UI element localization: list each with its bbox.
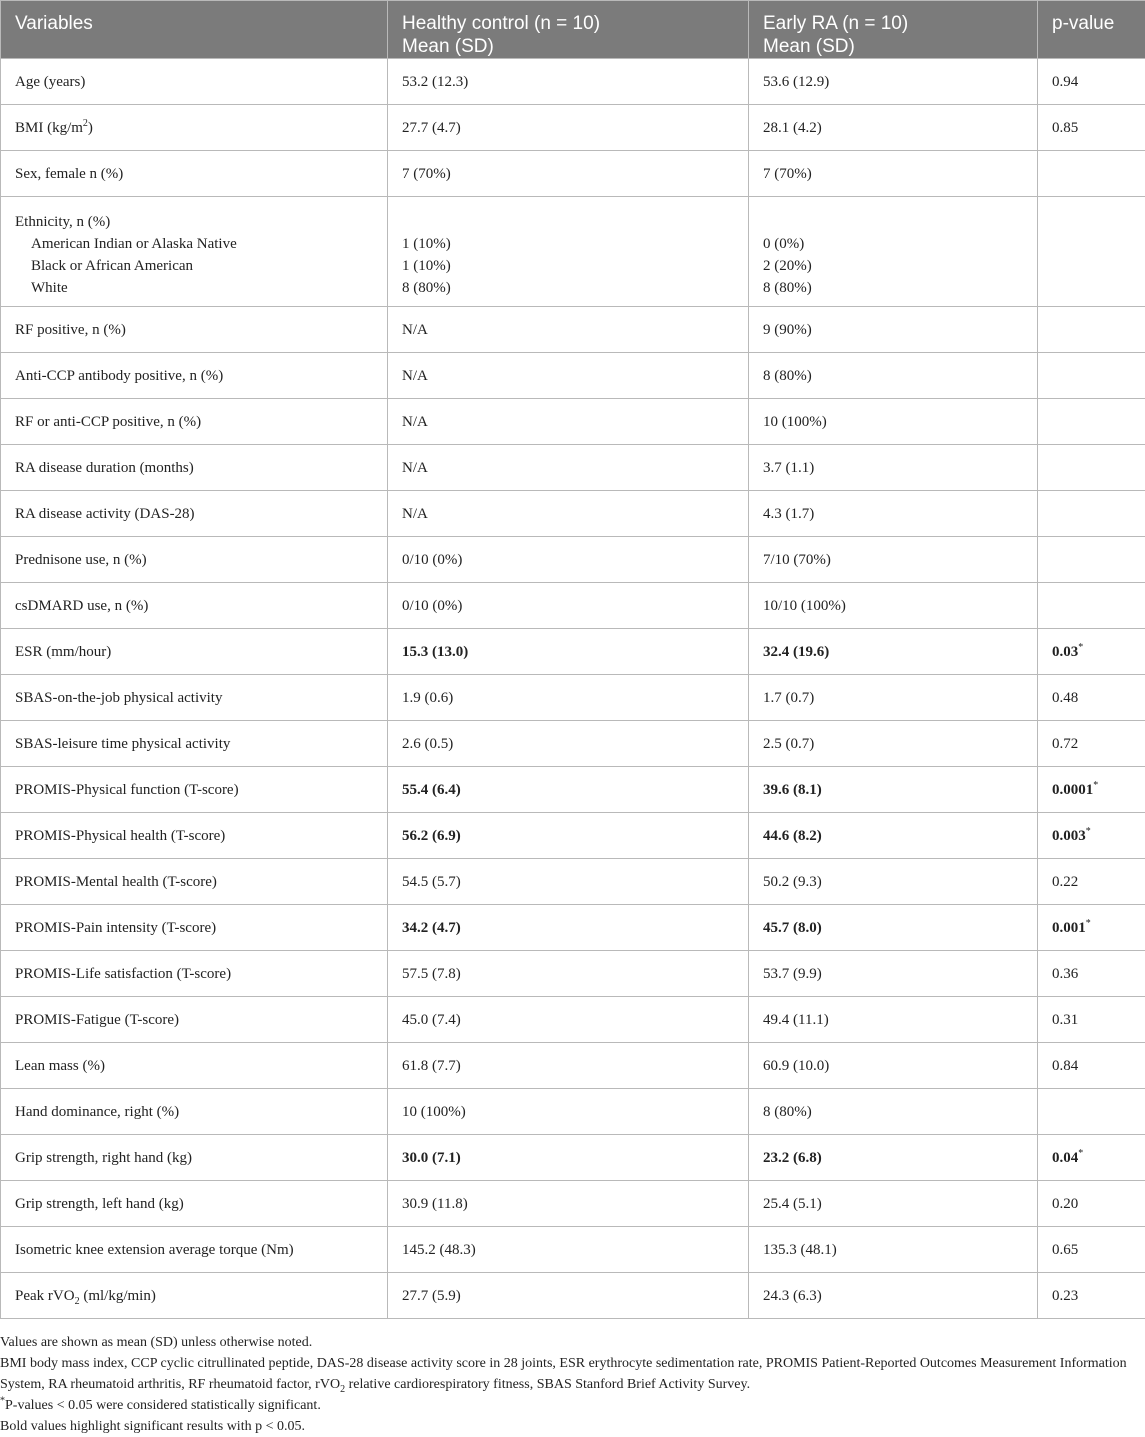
p-value: 0.0001* [1038, 767, 1145, 813]
significance-mark: * [1086, 826, 1091, 837]
p-value [1038, 353, 1145, 399]
table-row [1, 629, 1145, 675]
table-row [1, 1135, 1145, 1181]
healthy-value: 1 (10%) 1 (10%) 8 (80%) [388, 197, 749, 307]
table-row [1, 1181, 1145, 1227]
ra-value: 7 (70%) [749, 151, 1038, 197]
row-label: csDMARD use, n (%) [1, 583, 388, 629]
row-label: PROMIS-Physical health (T-score) [1, 813, 388, 859]
healthy-value: 30.0 (7.1) [388, 1135, 749, 1181]
ra-value: 8 (80%) [749, 1089, 1038, 1135]
p-value [1038, 537, 1145, 583]
p-value: 0.20 [1038, 1181, 1145, 1227]
ra-value: 28.1 (4.2) [749, 105, 1038, 151]
p-value [1038, 1089, 1145, 1135]
ra-value: 135.3 (48.1) [749, 1227, 1038, 1273]
row-label: Hand dominance, right (%) [1, 1089, 388, 1135]
healthy-value: N/A [388, 445, 749, 491]
row-label: PROMIS-Life satisfaction (T-score) [1, 951, 388, 997]
p-value [1038, 583, 1145, 629]
p-value: 0.85 [1038, 105, 1145, 151]
ra-value: 32.4 (19.6) [749, 629, 1038, 675]
row-label: Grip strength, left hand (kg) [1, 1181, 388, 1227]
healthy-value: 27.7 (5.9) [388, 1273, 749, 1319]
healthy-value: 7 (70%) [388, 151, 749, 197]
healthy-value: 0/10 (0%) [388, 583, 749, 629]
ra-value: 3.7 (1.1) [749, 445, 1038, 491]
p-value: 0.94 [1038, 59, 1145, 105]
healthy-value: 10 (100%) [388, 1089, 749, 1135]
healthy-value: N/A [388, 399, 749, 445]
p-value [1038, 307, 1145, 353]
header-pvalue: p-value [1038, 1, 1145, 59]
healthy-value: 55.4 (6.4) [388, 767, 749, 813]
row-label: Anti-CCP antibody positive, n (%) [1, 353, 388, 399]
ra-value: 53.6 (12.9) [749, 59, 1038, 105]
ra-value: 10 (100%) [749, 399, 1038, 445]
p-value [1038, 399, 1145, 445]
healthy-value: N/A [388, 353, 749, 399]
p-value: 0.72 [1038, 721, 1145, 767]
header-row [1, 1, 1145, 59]
p-value [1038, 445, 1145, 491]
row-label: RA disease activity (DAS-28) [1, 491, 388, 537]
p-value: 0.48 [1038, 675, 1145, 721]
row-label: Prednisone use, n (%) [1, 537, 388, 583]
ra-value: 10/10 (100%) [749, 583, 1038, 629]
table-row [1, 151, 1145, 197]
table-row [1, 997, 1145, 1043]
p-value: 0.03* [1038, 629, 1145, 675]
ra-value: 0 (0%) 2 (20%) 8 (80%) [749, 197, 1038, 307]
table-row [1, 105, 1145, 151]
ra-value: 44.6 (8.2) [749, 813, 1038, 859]
healthy-value: 2.6 (0.5) [388, 721, 749, 767]
healthy-value: 56.2 (6.9) [388, 813, 749, 859]
row-label: RF positive, n (%) [1, 307, 388, 353]
significance-mark: * [1078, 1148, 1083, 1159]
row-label: PROMIS-Physical function (T-score) [1, 767, 388, 813]
p-value [1038, 491, 1145, 537]
p-value: 0.003* [1038, 813, 1145, 859]
healthy-value: 53.2 (12.3) [388, 59, 749, 105]
ra-value: 53.7 (9.9) [749, 951, 1038, 997]
row-label: Grip strength, right hand (kg) [1, 1135, 388, 1181]
healthy-value: 30.9 (11.8) [388, 1181, 749, 1227]
row-label: BMI $(kg/m^2)$ [1, 105, 388, 151]
p-value: 0.22 [1038, 859, 1145, 905]
table-row [1, 721, 1145, 767]
row-label: RA disease duration (months) [1, 445, 388, 491]
ra-value: 9 (90%) [749, 307, 1038, 353]
table-row [1, 1089, 1145, 1135]
header-healthy-control: Healthy control (n = 10) Mean (SD) [388, 1, 749, 59]
header-variables: Variables [1, 1, 388, 59]
table-row [1, 951, 1145, 997]
row-label: ESR (mm/hour) [1, 629, 388, 675]
ra-value: 23.2 (6.8) [749, 1135, 1038, 1181]
row-label: PROMIS-Pain intensity (T-score) [1, 905, 388, 951]
ra-value: 4.3 (1.7) [749, 491, 1038, 537]
healthy-value: 61.8 (7.7) [388, 1043, 749, 1089]
healthy-value: 145.2 (48.3) [388, 1227, 749, 1273]
table-row [1, 1273, 1145, 1319]
row-label: Lean mass (%) [1, 1043, 388, 1089]
footnote-values: Values are shown as mean (SD) unless otherwise noted. [0, 1332, 1145, 1353]
ra-value: 2.5 (0.7) [749, 721, 1038, 767]
p-value: 0.001* [1038, 905, 1145, 951]
healthy-value: 15.3 (13.0) [388, 629, 749, 675]
healthy-value: 34.2 (4.7) [388, 905, 749, 951]
table-row [1, 353, 1145, 399]
ra-value: 7/10 (70%) [749, 537, 1038, 583]
table-row [1, 1043, 1145, 1089]
row-label: Ethnicity, n (%) American Indian or Alaska Native Black or African American White [1, 197, 388, 307]
footnote-abbreviations: BMI body mass index, CCP cyclic citrullinated peptide, DAS-28 disease activity score in 28 joints, ESR erythrocyte sedimentation rate, PROMIS Patient-Reported Outcomes Measurement Information System, RA rheumatoid arthritis, RF rheumatoid factor, rVO$_2$ relative cardiorespiratory fitness, SBAS Stanford Brief Activity Survey. [0, 1353, 1145, 1395]
healthy-value: 54.5 (5.7) [388, 859, 749, 905]
table-row [1, 859, 1145, 905]
table-row [1, 583, 1145, 629]
table-row-ethnicity [1, 197, 1145, 307]
ra-value: 45.7 (8.0) [749, 905, 1038, 951]
table-row [1, 399, 1145, 445]
table-row [1, 767, 1145, 813]
table-row [1, 491, 1145, 537]
footnote-bold: Bold values highlight significant results with p < 0.05. [0, 1416, 1145, 1437]
row-label: Peak rVO$_2$ (ml/kg/min) [1, 1273, 388, 1319]
ra-value: 24.3 (6.3) [749, 1273, 1038, 1319]
table-footnotes [0, 1332, 1145, 1437]
ra-value: 1.7 (0.7) [749, 675, 1038, 721]
table-row [1, 675, 1145, 721]
table-row [1, 813, 1145, 859]
table-row [1, 1227, 1145, 1273]
p-value: 0.84 [1038, 1043, 1145, 1089]
row-label: Isometric knee extension average torque (Nm) [1, 1227, 388, 1273]
p-value: 0.04* [1038, 1135, 1145, 1181]
header-early-ra: Early RA (n = 10) Mean (SD) [749, 1, 1038, 59]
healthy-value: 27.7 (4.7) [388, 105, 749, 151]
row-label: RF or anti-CCP positive, n (%) [1, 399, 388, 445]
healthy-value: N/A [388, 491, 749, 537]
table-row [1, 445, 1145, 491]
p-value [1038, 151, 1145, 197]
healthy-value: 0/10 (0%) [388, 537, 749, 583]
row-label: SBAS-on-the-job physical activity [1, 675, 388, 721]
table-row [1, 537, 1145, 583]
row-label: PROMIS-Fatigue (T-score) [1, 997, 388, 1043]
ra-value: 8 (80%) [749, 353, 1038, 399]
ra-value: 39.6 (8.1) [749, 767, 1038, 813]
row-label: PROMIS-Mental health (T-score) [1, 859, 388, 905]
table-row [1, 905, 1145, 951]
p-value: 0.65 [1038, 1227, 1145, 1273]
ra-value: 60.9 (10.0) [749, 1043, 1038, 1089]
row-label: Age (years) [1, 59, 388, 105]
row-label: SBAS-leisure time physical activity [1, 721, 388, 767]
p-value: 0.31 [1038, 997, 1145, 1043]
healthy-value: 1.9 (0.6) [388, 675, 749, 721]
healthy-value: N/A [388, 307, 749, 353]
p-value: 0.36 [1038, 951, 1145, 997]
ra-value: 50.2 (9.3) [749, 859, 1038, 905]
significance-mark: * [1086, 918, 1091, 929]
p-value [1038, 197, 1145, 307]
ra-value: 25.4 (5.1) [749, 1181, 1038, 1227]
healthy-value: 45.0 (7.4) [388, 997, 749, 1043]
healthy-value: 57.5 (7.8) [388, 951, 749, 997]
p-value: 0.23 [1038, 1273, 1145, 1319]
ra-value: 49.4 (11.1) [749, 997, 1038, 1043]
table-row [1, 307, 1145, 353]
row-label: Sex, female n (%) [1, 151, 388, 197]
significance-mark: * [1093, 780, 1098, 791]
footnote-significance: *P-values < 0.05 were considered statistically significant. [0, 1395, 1145, 1416]
table-row [1, 59, 1145, 105]
significance-mark: * [1078, 642, 1083, 653]
